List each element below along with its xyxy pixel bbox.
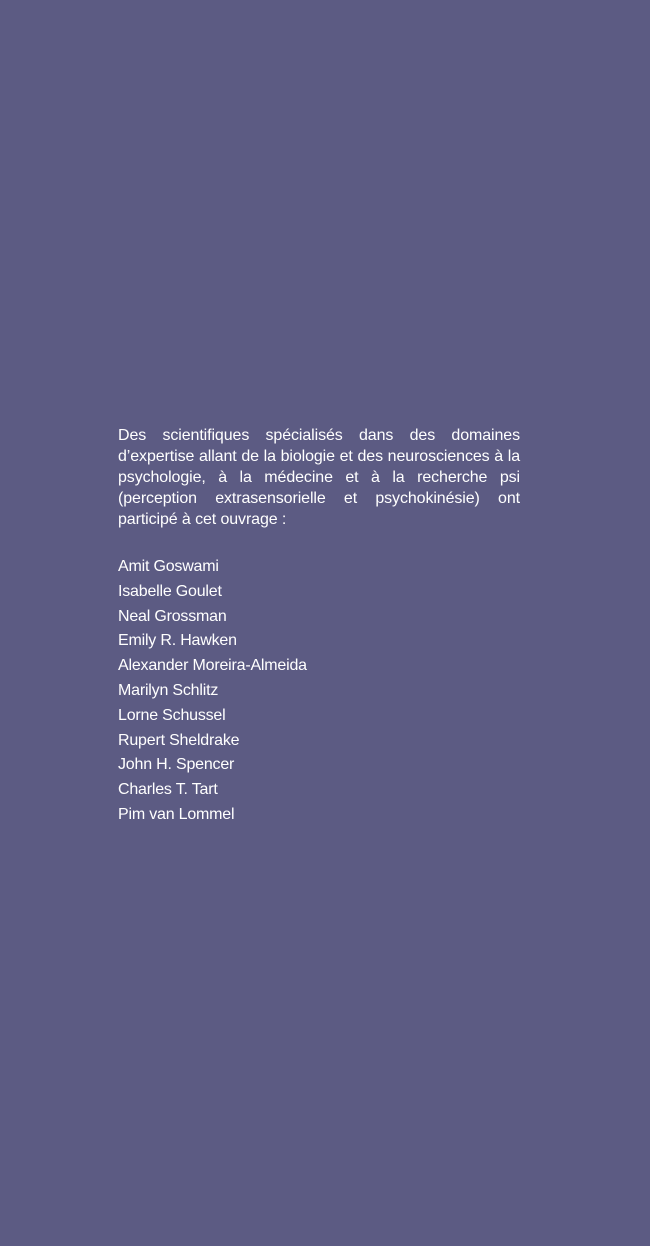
contributor-name: Isabelle Goulet bbox=[118, 582, 222, 600]
contributor-name: Amit Goswami bbox=[118, 558, 219, 575]
contributor-name: Lorne Schussel bbox=[118, 706, 226, 724]
contributor-name: Rupert Sheldrake bbox=[118, 731, 240, 749]
contributor-name: Alexander Moreira-Almeida bbox=[118, 657, 307, 675]
contributors-list bbox=[118, 555, 307, 828]
contributor-name: Emily R. Hawken bbox=[118, 632, 237, 650]
contributor-name: Pim van Lommel bbox=[118, 805, 235, 823]
contributor-name: Charles T. Tart bbox=[118, 781, 218, 799]
contributor-name: Neal Grossman bbox=[118, 607, 227, 625]
intro-paragraph: Des scientifiques spécialisés dans des domaines d’expertise allant de la biologie et des neurosciences à la psychologie, à la médecine et à la recherche psi (perception extrasensorielle et psychokinésie) ont participé à cet ouvrage : bbox=[118, 427, 520, 528]
contributor-name: John H. Spencer bbox=[118, 756, 235, 774]
contributor-name: Marilyn Schlitz bbox=[118, 681, 219, 699]
